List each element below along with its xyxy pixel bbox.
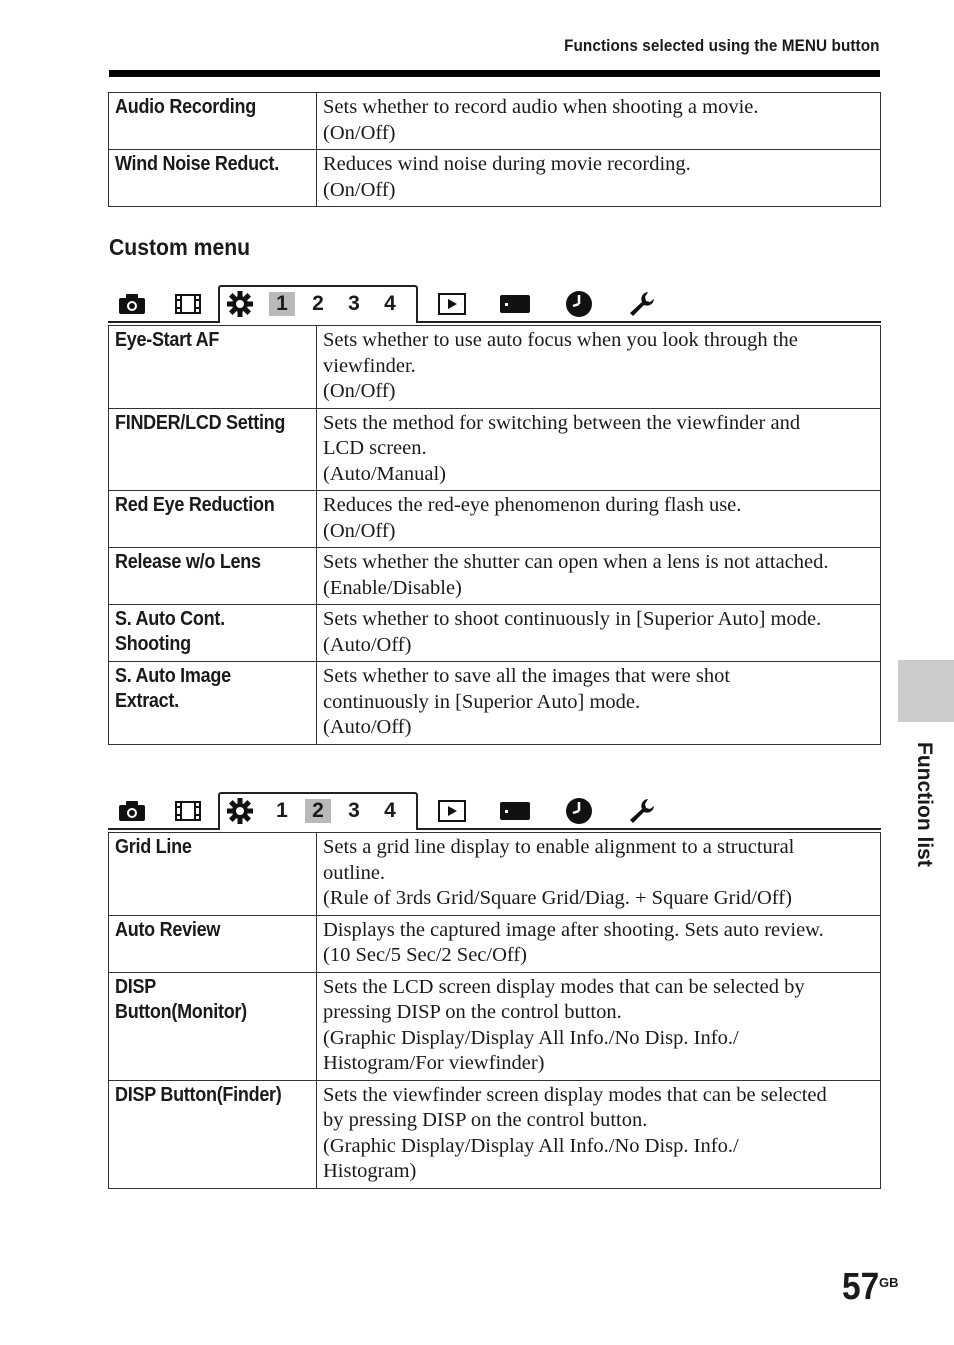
custom-tab-group[interactable] xyxy=(218,792,418,828)
description-line: (Enable/Disable) xyxy=(323,576,462,599)
header-rule xyxy=(109,70,880,77)
description-line: Sets a grid line display to enable alignment to a structural xyxy=(323,836,795,858)
description-line: Sets the viewfinder screen display modes that can be selected xyxy=(323,1083,827,1106)
section-title: Custom menu xyxy=(109,234,251,260)
clock-icon[interactable] xyxy=(563,796,595,826)
function-description xyxy=(317,326,881,409)
clock-icon[interactable] xyxy=(563,289,595,319)
description-line: Sets whether the shutter can open when a lens is not attached. xyxy=(323,551,829,573)
wrench-icon[interactable] xyxy=(626,796,658,826)
description-line: Histogram/For viewfinder) xyxy=(323,1052,545,1074)
tab-page-3[interactable]: 3 xyxy=(348,292,360,315)
table-row xyxy=(109,491,881,548)
description-line: (On/Off) xyxy=(323,380,396,402)
function-name-line: Red Eye Reduction xyxy=(115,494,275,516)
table-custom-menu-2 xyxy=(108,832,881,1189)
function-description xyxy=(317,150,881,207)
table-row xyxy=(109,150,881,207)
tab-page-3[interactable]: 3 xyxy=(348,799,360,822)
description-line: Sets whether to use auto focus when you look through the xyxy=(323,329,798,351)
function-name-line: Shooting xyxy=(115,633,191,655)
description-line: (On/Off) xyxy=(323,519,396,542)
function-description xyxy=(317,915,881,972)
running-header: Functions selected using the MENU button xyxy=(564,36,880,55)
function-name xyxy=(109,605,317,662)
function-description xyxy=(317,972,881,1080)
menu-tab-bar-1 xyxy=(108,285,881,325)
table-row xyxy=(109,605,881,662)
description-line: Reduces wind noise during movie recording. xyxy=(323,153,691,175)
function-name xyxy=(109,1080,317,1188)
description-line: Displays the captured image after shooting. Sets auto review. xyxy=(323,918,824,941)
movie-icon[interactable] xyxy=(172,289,204,319)
side-section-label xyxy=(908,742,936,872)
description-line: outline. xyxy=(323,861,386,884)
description-line: (10 Sec/5 Sec/2 Sec/Off) xyxy=(323,944,527,966)
description-line: Histogram) xyxy=(323,1160,417,1182)
description-line: Sets the LCD screen display modes that can be selected by xyxy=(323,975,805,998)
description-line: (Auto/Off) xyxy=(323,716,412,738)
function-name-line: FINDER/LCD Setting xyxy=(115,411,286,434)
table-row xyxy=(109,326,881,409)
function-name xyxy=(109,662,317,745)
camera-icon[interactable] xyxy=(116,289,148,319)
table-row xyxy=(109,662,881,745)
description-line: Sets the method for switching between the viewfinder and xyxy=(323,411,801,434)
tab-page-2[interactable]: 2 xyxy=(305,799,331,823)
function-name-line: Extract. xyxy=(115,690,179,712)
memory-card-icon[interactable] xyxy=(499,289,531,319)
table-row xyxy=(109,972,881,1080)
function-name-line: DISP Button(Finder) xyxy=(115,1083,282,1106)
function-name-line: S. Auto Cont. xyxy=(115,608,225,630)
table-row xyxy=(109,408,881,491)
function-description xyxy=(317,408,881,491)
function-name-line: Audio Recording xyxy=(115,96,256,118)
menu-tab-bar-2 xyxy=(108,792,881,832)
function-name xyxy=(109,408,317,491)
table-row xyxy=(109,915,881,972)
tab-bar-rule xyxy=(416,828,881,830)
tab-page-4[interactable]: 4 xyxy=(384,292,396,315)
description-line: (Graphic Display/Display All Info./No Disp. Info./ xyxy=(323,1134,739,1157)
custom-tab-group[interactable] xyxy=(218,285,418,321)
description-line: continuously in [Superior Auto] mode. xyxy=(323,690,641,713)
function-name-line: Release w/o Lens xyxy=(115,551,261,573)
description-line: Sets whether to save all the images that were shot xyxy=(323,665,731,687)
function-description xyxy=(317,548,881,605)
function-name-line: S. Auto Image xyxy=(115,665,231,687)
function-name xyxy=(109,326,317,409)
function-name xyxy=(109,548,317,605)
tab-bar-rule xyxy=(416,321,881,323)
gear-icon xyxy=(224,289,256,319)
table-row xyxy=(109,833,881,916)
description-line: viewfinder. xyxy=(323,354,416,377)
description-line: (Auto/Manual) xyxy=(323,462,446,485)
function-name xyxy=(109,915,317,972)
description-line: LCD screen. xyxy=(323,437,427,459)
tab-bar-rule xyxy=(108,321,220,323)
tab-page-1[interactable]: 1 xyxy=(269,292,295,316)
playback-icon[interactable] xyxy=(436,289,468,319)
tab-page-2[interactable]: 2 xyxy=(312,292,324,315)
function-name-line: DISP Button(Monitor) xyxy=(115,975,247,1023)
description-line: Sets whether to record audio when shooting a movie. xyxy=(323,96,759,118)
function-description xyxy=(317,491,881,548)
function-name xyxy=(109,150,317,207)
playback-icon[interactable] xyxy=(436,796,468,826)
page-number: 57 xyxy=(842,1266,880,1308)
page-suffix: GB xyxy=(879,1275,899,1290)
side-tab-marker xyxy=(898,660,954,722)
function-name xyxy=(109,833,317,916)
tab-bar-rule xyxy=(108,828,220,830)
description-line: (On/Off) xyxy=(323,121,396,144)
function-description xyxy=(317,833,881,916)
function-name-line: Wind Noise Reduct. xyxy=(115,153,279,175)
function-description xyxy=(317,662,881,745)
gear-icon xyxy=(224,796,256,826)
function-description xyxy=(317,93,881,150)
description-line: Sets whether to shoot continuously in [Superior Auto] mode. xyxy=(323,608,822,630)
function-name xyxy=(109,491,317,548)
table-row xyxy=(109,548,881,605)
function-name xyxy=(109,93,317,150)
tab-page-1[interactable]: 1 xyxy=(276,799,288,822)
table-movie-settings xyxy=(108,92,881,207)
description-line: Reduces the red-eye phenomenon during flash use. xyxy=(323,494,742,516)
description-line: pressing DISP on the control button. xyxy=(323,1001,622,1023)
description-line: (Auto/Off) xyxy=(323,633,412,656)
camera-icon[interactable] xyxy=(116,796,148,826)
wrench-icon[interactable] xyxy=(626,289,658,319)
function-description xyxy=(317,605,881,662)
function-name-line: Grid Line xyxy=(115,836,192,858)
table-row xyxy=(109,1080,881,1188)
description-line: by pressing DISP on the control button. xyxy=(323,1109,648,1131)
memory-card-icon[interactable] xyxy=(499,796,531,826)
tab-page-4[interactable]: 4 xyxy=(384,799,396,822)
movie-icon[interactable] xyxy=(172,796,204,826)
description-line: (Rule of 3rds Grid/Square Grid/Diag. + Square Grid/Off) xyxy=(323,887,792,909)
description-line: (Graphic Display/Display All Info./No Disp. Info./ xyxy=(323,1026,739,1049)
table-custom-menu-1 xyxy=(108,325,881,745)
function-name-line: Auto Review xyxy=(115,918,221,941)
function-name xyxy=(109,972,317,1080)
table-row xyxy=(109,93,881,150)
side-label-text: Function list xyxy=(913,742,936,867)
function-name-line: Eye-Start AF xyxy=(115,329,220,351)
function-description xyxy=(317,1080,881,1188)
description-line: (On/Off) xyxy=(323,178,396,201)
